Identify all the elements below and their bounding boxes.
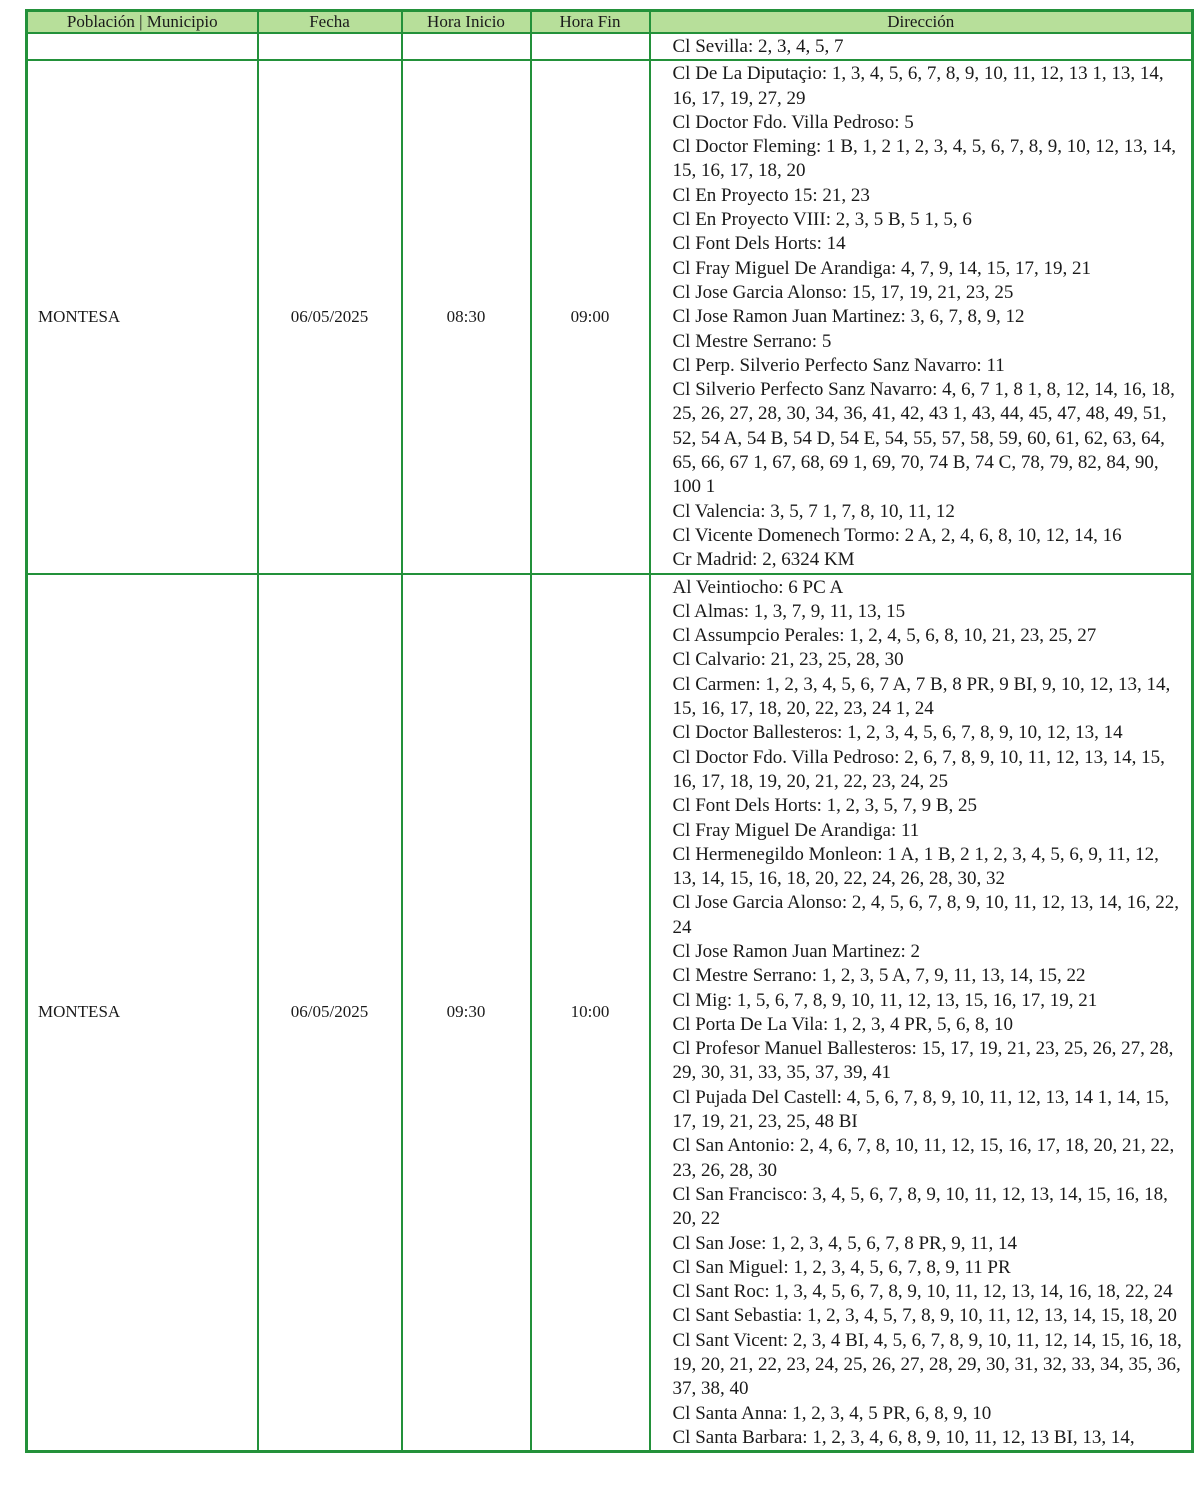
- address-line: Cl Mestre Serrano: 5: [672, 330, 832, 352]
- address-line: Cl Porta De La Vila: 1, 2, 3, 4 PR, 5, 6, 8, 10: [672, 1013, 1013, 1035]
- address-line: Cl Santa Barbara: 1, 2, 3, 4, 6, 8, 9, 10, 11, 12, 13 BI, 13, 14,: [672, 1426, 1135, 1448]
- address-line: Cl Jose Garcia Alonso: 2, 4, 5, 6, 7, 8, 9, 10, 11, 12, 13, 14, 16, 22, 24: [672, 892, 1179, 938]
- address-line: Cl Valencia: 3, 5, 7 1, 7, 8, 10, 11, 12: [672, 500, 955, 522]
- address-line: Cl Santa Anna: 1, 2, 3, 4, 5 PR, 6, 8, 9, 10: [672, 1402, 992, 1424]
- address-line: Cl Doctor Fdo. Villa Pedroso: 5: [672, 111, 914, 133]
- address-line: Cr Madrid: 2, 6324 KM: [672, 549, 855, 571]
- cell-poblacion: MONTESA: [27, 60, 258, 573]
- cell-hora-fin: 09:00: [531, 60, 650, 573]
- address-line: Cl Fray Miguel De Arandiga: 4, 7, 9, 14, 15, 17, 19, 21: [672, 257, 1091, 279]
- address-line: Cl Jose Garcia Alonso: 15, 17, 19, 21, 23, 25: [672, 281, 1014, 303]
- address-line: Cl Pujada Del Castell: 4, 5, 6, 7, 8, 9, 10, 11, 12, 13, 14 1, 14, 15, 17, 19, 21, 23, 25, 48 BI: [672, 1086, 1169, 1133]
- address-line: Cl San Antonio: 2, 4, 6, 7, 8, 10, 11, 12, 15, 16, 17, 18, 20, 21, 22, 23, 26, 28, 30: [672, 1135, 1175, 1181]
- header-direccion: Dirección: [650, 11, 1193, 34]
- address-line: Cl Sant Roc: 1, 3, 4, 5, 6, 7, 8, 9, 10, 11, 12, 13, 14, 16, 18, 22, 24: [672, 1281, 1173, 1303]
- address-line: Cl Hermenegildo Monleon: 1 A, 1 B, 2 1, 2, 3, 4, 5, 6, 9, 11, 12, 13, 14, 15, 16, 18, 20, 22, 24, 26, 28, 30, 32: [672, 843, 1159, 890]
- address-line: Cl Perp. Silverio Perfecto Sanz Navarro: 11: [672, 354, 1005, 376]
- address-line: Cl Mestre Serrano: 1, 2, 3, 5 A, 7, 9, 11, 13, 14, 15, 22: [672, 965, 1086, 987]
- address-line: Cl Carmen: 1, 2, 3, 4, 5, 6, 7 A, 7 B, 8 PR, 9 BI, 9, 10, 12, 13, 14, 15, 16, 17, 18, 20, 22, 23, 24 1, 24: [672, 673, 1171, 720]
- table-row: [27, 574, 1193, 1452]
- address-line: Cl San Francisco: 3, 4, 5, 6, 7, 8, 9, 10, 11, 12, 13, 14, 15, 16, 18, 20, 22: [672, 1183, 1168, 1230]
- address-line: Cl En Proyecto 15: 21, 23: [672, 184, 870, 206]
- address-line: Cl San Jose: 1, 2, 3, 4, 5, 6, 7, 8 PR, 9, 11, 14: [672, 1232, 1017, 1254]
- table-row: [27, 60, 1193, 573]
- table-header: [27, 11, 1193, 34]
- address-line: Cl San Miguel: 1, 2, 3, 4, 5, 6, 7, 8, 9, 11 PR: [672, 1256, 1011, 1278]
- cell-hora-fin: [531, 33, 650, 60]
- cell-hora-fin: 10:00: [531, 574, 650, 1452]
- address-line: Cl Assumpcio Perales: 1, 2, 4, 5, 6, 8, 10, 21, 23, 25, 27: [672, 625, 1097, 647]
- cell-direccion: [650, 33, 1193, 60]
- header-hora-fin: Hora Fin: [531, 11, 650, 34]
- header-hora-inicio: Hora Inicio: [402, 11, 531, 34]
- cell-fecha: [258, 33, 402, 60]
- address-line: Cl Sant Vicent: 2, 3, 4 BI, 4, 5, 6, 7, 8, 9, 10, 11, 12, 14, 15, 16, 18, 19, 20, 21, 22, 23, 24, 25, 26, 27, 28, 29, 30, 31, 32, 33, 34, 35, 36, 37, 38, 40: [672, 1329, 1182, 1400]
- address-line: Cl Doctor Fdo. Villa Pedroso: 2, 6, 7, 8, 9, 10, 11, 12, 13, 14, 15, 16, 17, 18, 19, 20, 21, 22, 23, 24, 25: [672, 746, 1165, 792]
- address-line: Cl Doctor Fleming: 1 B, 1, 2 1, 2, 3, 4, 5, 6, 7, 8, 9, 10, 12, 13, 14, 15, 16, 17, 18, 20: [672, 136, 1176, 182]
- header-row: [27, 11, 1193, 34]
- address-line: Cl Jose Ramon Juan Martinez: 3, 6, 7, 8, 9, 12: [672, 306, 1025, 328]
- table-body: [27, 33, 1193, 1452]
- address-line: Cl Calvario: 21, 23, 25, 28, 30: [672, 649, 904, 671]
- address-line: Cl Profesor Manuel Ballesteros: 15, 17, 19, 21, 23, 25, 26, 27, 28, 29, 30, 31, 33, 35, 37, 39, 41: [672, 1038, 1174, 1084]
- address-line: Cl Almas: 1, 3, 7, 9, 11, 13, 15: [672, 600, 906, 622]
- address-line: Cl Font Dels Horts: 14: [672, 233, 846, 255]
- address-line: Cl Sevilla: 2, 3, 4, 5, 7: [672, 36, 844, 57]
- cell-hora-inicio: 08:30: [402, 60, 531, 573]
- cell-hora-inicio: 09:30: [402, 574, 531, 1452]
- cell-direccion: [650, 60, 1193, 573]
- header-fecha: Fecha: [258, 11, 402, 34]
- schedule-table: [25, 9, 1194, 1453]
- table-row: [27, 33, 1193, 60]
- cell-fecha: 06/05/2025: [258, 574, 402, 1452]
- address-line: Cl Jose Ramon Juan Martinez: 2: [672, 940, 920, 962]
- address-line: Cl Doctor Ballesteros: 1, 2, 3, 4, 5, 6, 7, 8, 9, 10, 12, 13, 14: [672, 722, 1123, 744]
- address-line: Cl Silverio Perfecto Sanz Navarro: 4, 6, 7 1, 8 1, 8, 12, 14, 16, 18, 25, 26, 27, 28, 30, 34, 36, 41, 42, 43 1, 43, 44, 45, 47, 48, 49, 51, 52, 54 A, 54 B, 54 D, 54 E, 54, 55, 57, 58, 59, 60, 61, 62, 63, 64, 65, 66, 67 1, 67, 68, 69 1, 69, 70, 74 B, 74 C, 78, 79, 82, 84, 90, 100 1: [672, 379, 1175, 498]
- address-line: Cl Fray Miguel De Arandiga: 11: [672, 819, 920, 841]
- cell-hora-inicio: [402, 33, 531, 60]
- cell-poblacion: MONTESA: [27, 574, 258, 1452]
- address-line: Cl Vicente Domenech Tormo: 2 A, 2, 4, 6, 8, 10, 12, 14, 16: [672, 524, 1122, 546]
- cell-fecha: 06/05/2025: [258, 60, 402, 573]
- address-line: Al Veintiocho: 6 PC A: [672, 576, 844, 598]
- address-line: Cl En Proyecto VIII: 2, 3, 5 B, 5 1, 5, 6: [672, 209, 972, 231]
- cell-poblacion: [27, 33, 258, 60]
- header-poblacion: Población | Municipio: [27, 11, 258, 34]
- address-line: Cl Font Dels Horts: 1, 2, 3, 5, 7, 9 B, 25: [672, 795, 978, 817]
- address-line: Cl Mig: 1, 5, 6, 7, 8, 9, 10, 11, 12, 13, 15, 16, 17, 19, 21: [672, 989, 1098, 1011]
- address-line: Cl Sant Sebastia: 1, 2, 3, 4, 5, 7, 8, 9, 10, 11, 12, 13, 14, 15, 18, 20: [672, 1305, 1177, 1327]
- cell-direccion: [650, 574, 1193, 1452]
- address-line: Cl De La Diputaçio: 1, 3, 4, 5, 6, 7, 8, 9, 10, 11, 12, 13 1, 13, 14, 16, 17, 19, 27, 29: [672, 63, 1164, 109]
